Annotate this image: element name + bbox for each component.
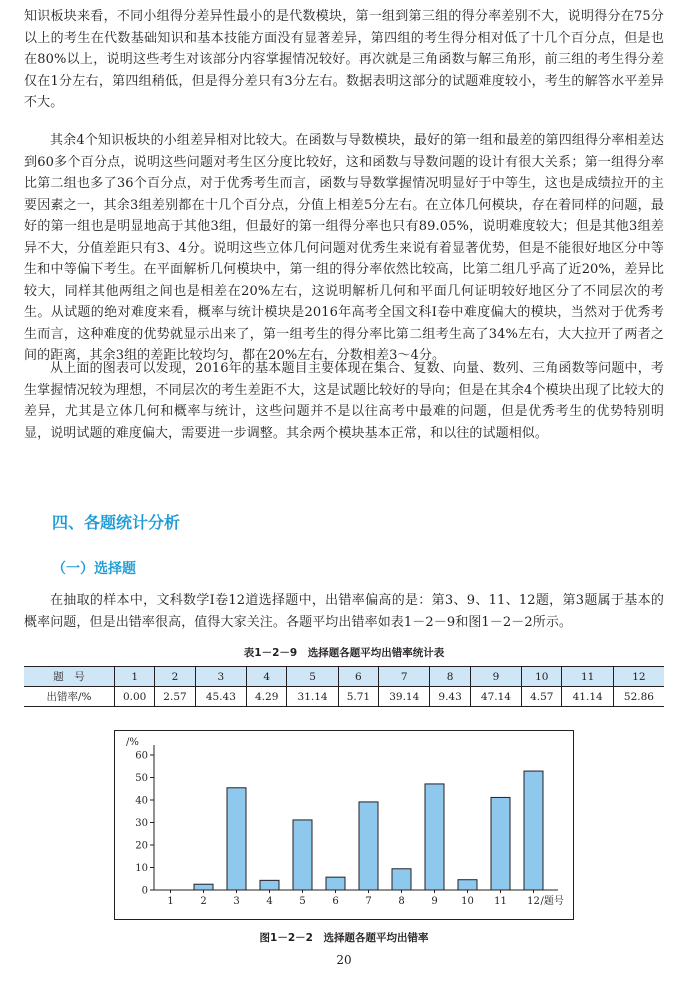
bar (359, 802, 378, 890)
paragraph-1: 知识板块来看，不同小组得分差异性最小的是代数模块，第一组到第三组的得分率差别不大，说明得分在75分以上的考生在代数基础知识和基本技能方面没有显著差异，第四组的考生得分相对低了十几个百分点，但是也在80%以上，说明这些考生对该部分内容掌握情况较好。再次就是三角函数与解三角形，前三组的考生得分差仅在1分左右，第四组稍低，但是得分差只有3分左右。数据表明这部分的试题难度较小，考生的解答水平差异不大。 (24, 9, 664, 110)
x-tick-label: 4 (266, 896, 273, 907)
table-cell: 52.86 (613, 687, 664, 707)
table-cell: 2.57 (155, 687, 195, 707)
bar (392, 869, 411, 890)
error-rate-table (24, 666, 664, 707)
table-cell: 31.14 (287, 687, 338, 707)
table-cell: 1 (115, 667, 155, 687)
x-tick-label: 11 (494, 896, 507, 907)
y-tick-label: 0 (141, 885, 148, 897)
x-tick-label: 3 (233, 896, 240, 907)
x-axis-label: /题号 (540, 896, 564, 907)
table-cell: 45.43 (195, 687, 246, 707)
bar (326, 877, 345, 890)
bar (524, 771, 543, 890)
table-caption: 表1－2－9 选择题各题平均出错率统计表 (243, 647, 445, 659)
x-tick-label: 5 (299, 896, 306, 907)
section-heading: 四、各题统计分析 (52, 513, 181, 532)
table-cell: 9.43 (430, 687, 470, 707)
paragraph-3: 从上面的图表可以发现，2016年的基本题目主要体现在集合、复数、向量、数列、三角函数等问题中，考生掌握情况较为理想，不同层次的考生差距不大，这是试题比较好的导向；但是在其余4个模块出现了比较大的差异，尤其是立体几何和概率与统计，这些问题并不是以往高考中最难的问题，但是优秀考生的优势特别明显，说明试题的难度偏大，需要进一步调整。其余两个模块基本正常，和以往的试题相似。 (24, 361, 664, 441)
table-cell: 2 (155, 667, 195, 687)
x-tick-label: 6 (332, 896, 339, 907)
table-cell: 12 (613, 667, 664, 687)
x-tick-label: 2 (200, 896, 207, 907)
bar (425, 784, 444, 890)
x-tick-label: 7 (365, 896, 372, 907)
y-axis-label: /% (126, 737, 139, 748)
table-cell: 4 (247, 667, 287, 687)
table-cell: 6 (338, 667, 378, 687)
y-tick-label: 40 (135, 795, 148, 807)
bar (458, 880, 477, 890)
table-cell: 9 (470, 667, 521, 687)
paragraph-4: 在抽取的样本中，文科数学Ⅰ卷12道选择题中，出错率偏高的是：第3、9、11、12题，第3题属于基本的概率问题，但是出错率很高，值得大家关注。各题平均出错率如表1－2－9和图1－2－2所示。 (24, 593, 664, 630)
table-row-label: 题 号 (24, 667, 115, 687)
page-number: 20 (336, 953, 352, 967)
table-cell: 4.57 (522, 687, 562, 707)
table-cell: 5.71 (338, 687, 378, 707)
table-cell: 11 (562, 667, 613, 687)
table-row-label: 出错率/% (46, 691, 92, 703)
bar (293, 820, 312, 890)
x-tick-label: 12 (527, 896, 540, 907)
table-cell: 47.14 (470, 687, 521, 707)
y-tick-label: 60 (135, 750, 148, 762)
table-cell: 41.14 (562, 687, 613, 707)
y-tick-label: 50 (135, 773, 148, 784)
paragraph-2: 其余4个知识板块的小组差异相对比较大。在函数与导数模块，最好的第一组和最差的第四组得分率相差达到60多个百分点，说明这些问题对考生区分度比较好，这和函数与导数问题的设计有很大关系；第一组得分率比第二组也多了36个百分点，对于优秀考生而言，函数与导数掌握情况明显好于中等生，这也是成绩拉开的主要因素之一，其余3组差别都在十几个百分点，分值上相差5分左右。在立体几何模块，存在着同样的问题，最好的第一组也是明显地高于其他3组，但最好的第一组得分率也只有89.05%，说明难度较大；但是其他3组差异不大，分值差距只有3、4分。说明这些立体几何问题对优秀生来说有着显著优势，但是不能很好地区分中等生和中等偏下考生。在平面解析几何模块中，第一组的得分率依然比较高，比第二组几乎高了近20%，差异比较大，同样其他两组之间也是相差在20%左右，这说明解析几何和平面几何证明较好地区分了不同层次的考生。从试题的绝对难度来看，概率与统计模块是2016年高考全国文科Ⅰ卷中难度偏大的模块，当然对于优秀考生而言，这种难度的优势就显示出来了，第一组考生的得分率比第二组考生高了34%左右，大大拉开了两者之间的距离，其余3组的差距比较均匀，都在20%左右，分数相差3～4分。 (24, 133, 664, 363)
subsection-heading: （一）选择题 (52, 561, 136, 577)
bar (260, 880, 279, 890)
y-tick-label: 20 (135, 840, 148, 852)
y-tick-label: 10 (135, 863, 148, 874)
bar (227, 788, 246, 890)
x-tick-label: 1 (167, 896, 174, 907)
figure-caption: 图1－2－2 选择题各题平均出错率 (259, 932, 429, 944)
table-cell: 7 (379, 667, 430, 687)
table-cell: 4.29 (247, 687, 287, 707)
table-value-row (24, 687, 664, 707)
table-cell: 8 (430, 667, 470, 687)
x-tick-label: 8 (398, 896, 405, 907)
table-cell: 5 (287, 667, 338, 687)
table-cell: 39.14 (379, 687, 430, 707)
table-cell: 0.00 (115, 687, 155, 707)
bar (491, 797, 510, 890)
error-rate-bar-chart (114, 730, 574, 920)
x-tick-label: 10 (461, 896, 474, 907)
bar (194, 884, 213, 890)
table-cell: 3 (195, 667, 246, 687)
x-tick-label: 9 (431, 896, 438, 907)
y-tick-label: 30 (135, 818, 148, 829)
table-cell: 10 (522, 667, 562, 687)
table-header-row (24, 667, 664, 687)
